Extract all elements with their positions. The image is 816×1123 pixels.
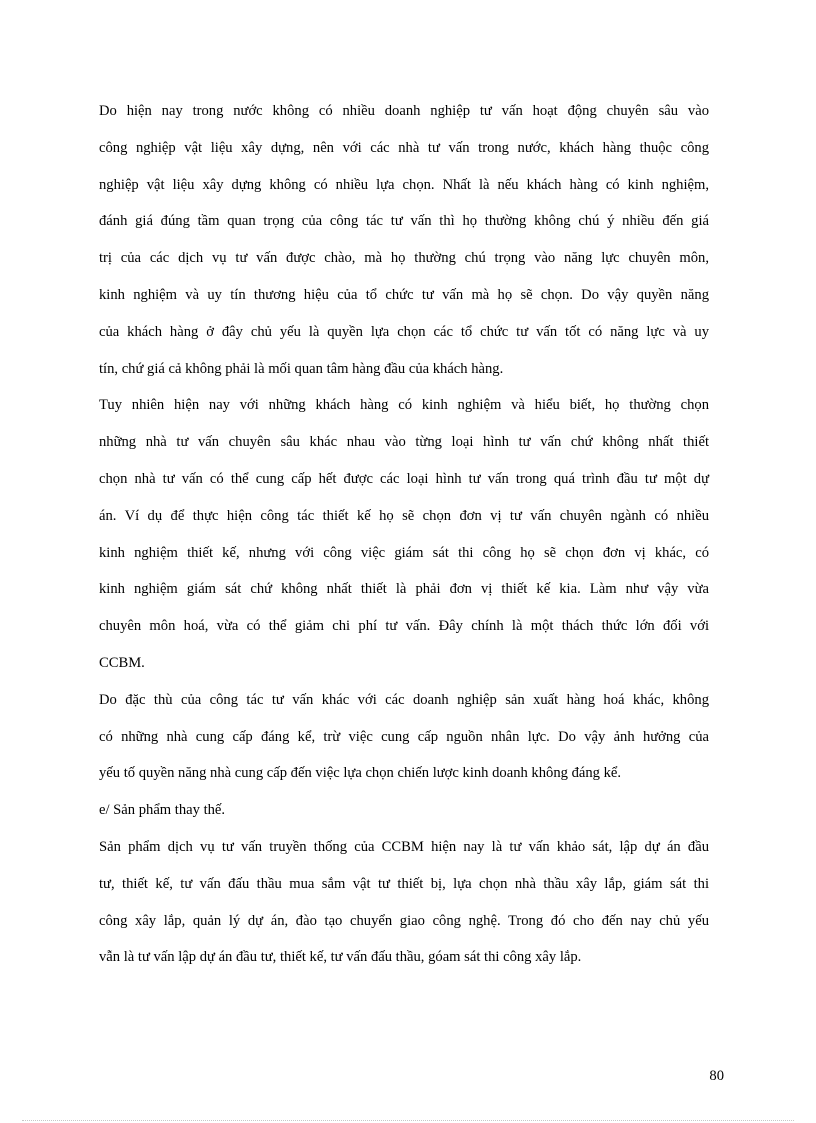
text-line: kinh nghiệm giám sát chứ không nhất thiết là phải đơn vị thiết kế kia. Làm như vậy vừa: [99, 581, 709, 598]
text-line: kinh nghiệm và uy tín thương hiệu của tổ chức tư vấn mà họ sẽ chọn. Do vậy quyền năng: [99, 286, 709, 303]
text-line: CCBM.: [99, 654, 145, 671]
paragraph: [99, 387, 709, 681]
text-line: trị của các dịch vụ tư vấn được chào, mà họ thường chú trọng vào năng lực chuyên môn,: [99, 250, 709, 267]
text-line: kinh nghiệm thiết kế, nhưng với công việc giám sát thi công họ sẽ chọn đơn vị khác, có: [99, 544, 709, 561]
text-line: chọn nhà tư vấn có thể cung cấp hết được các loại hình tư vấn trong quá trình đầu tư một dự: [99, 470, 709, 487]
text-line: có những nhà cung cấp đáng kể, trừ việc cung cấp nguồn nhân lực. Do vậy ảnh hưởng của: [99, 728, 709, 745]
text-line: yếu tố quyền năng nhà cung cấp đến việc lựa chọn chiến lược kinh doanh không đáng kể.: [99, 765, 622, 782]
paragraph: [99, 829, 709, 976]
text-line: Tuy nhiên hiện nay với những khách hàng có kinh nghiệm và hiểu biết, họ thường chọn: [99, 397, 709, 414]
body-text: [99, 93, 709, 976]
text-line: vẫn là tư vấn lập dự án đầu tư, thiết kế, tư vấn đấu thầu, góam sát thi công xây lắp.: [99, 949, 582, 966]
paragraph: [99, 93, 709, 387]
page-number: 80: [709, 1068, 724, 1084]
text-line: nghiệp vật liệu xây dựng không có nhiều lựa chọn. Nhất là nếu khách hàng có kinh nghiệm,: [99, 176, 709, 193]
text-line: e/ Sản phẩm thay thế.: [99, 802, 226, 819]
text-line: Sản phẩm dịch vụ tư vấn truyền thống của CCBM hiện nay là tư vấn khảo sát, lập dự án đầu: [99, 838, 709, 855]
text-line: Do hiện nay trong nước không có nhiều doanh nghiệp tư vấn hoạt động chuyên sâu vào: [99, 103, 709, 119]
text-line: những nhà tư vấn chuyên sâu khác nhau vào từng loại hình tư vấn chứ không nhất thiết: [99, 434, 709, 451]
text-line: công xây lắp, quản lý dự án, đào tạo chuyển giao công nghệ. Trong đó cho đến nay chủ yếu: [99, 912, 709, 929]
text-line: chuyên môn hoá, vừa có thể giảm chi phí tư vấn. Đây chính là một thách thức lớn đối với: [99, 618, 709, 635]
text-line: đánh giá đúng tầm quan trọng của công tác tư vấn thì họ thường không chú ý nhiều đến giá: [99, 213, 709, 230]
text-line: tư, thiết kế, tư vấn đấu thầu mua sắm vật tư thiết bị, lựa chọn nhà thầu xây lắp, giám sát thi: [99, 875, 709, 892]
text-line: Do đặc thù của công tác tư vấn khác với các doanh nghiệp sản xuất hàng hoá khác, không: [99, 691, 709, 708]
paragraph: [99, 792, 709, 829]
paragraph: [99, 682, 709, 792]
text-line: của khách hàng ở đây chủ yếu là quyền lựa chọn các tổ chức tư vấn tốt có năng lực và uy: [99, 323, 709, 340]
text-line: án. Ví dụ để thực hiện công tác thiết kế họ sẽ chọn đơn vị tư vấn chuyên ngành có nhiều: [99, 507, 709, 524]
page-bottom-rule: [22, 1120, 794, 1121]
text-line: tín, chứ giá cả không phải là mối quan tâm hàng đầu của khách hàng.: [99, 360, 504, 377]
text-line: công nghiệp vật liệu xây dựng, nên với các nhà tư vấn trong nước, khách hàng thuộc công: [99, 139, 709, 156]
